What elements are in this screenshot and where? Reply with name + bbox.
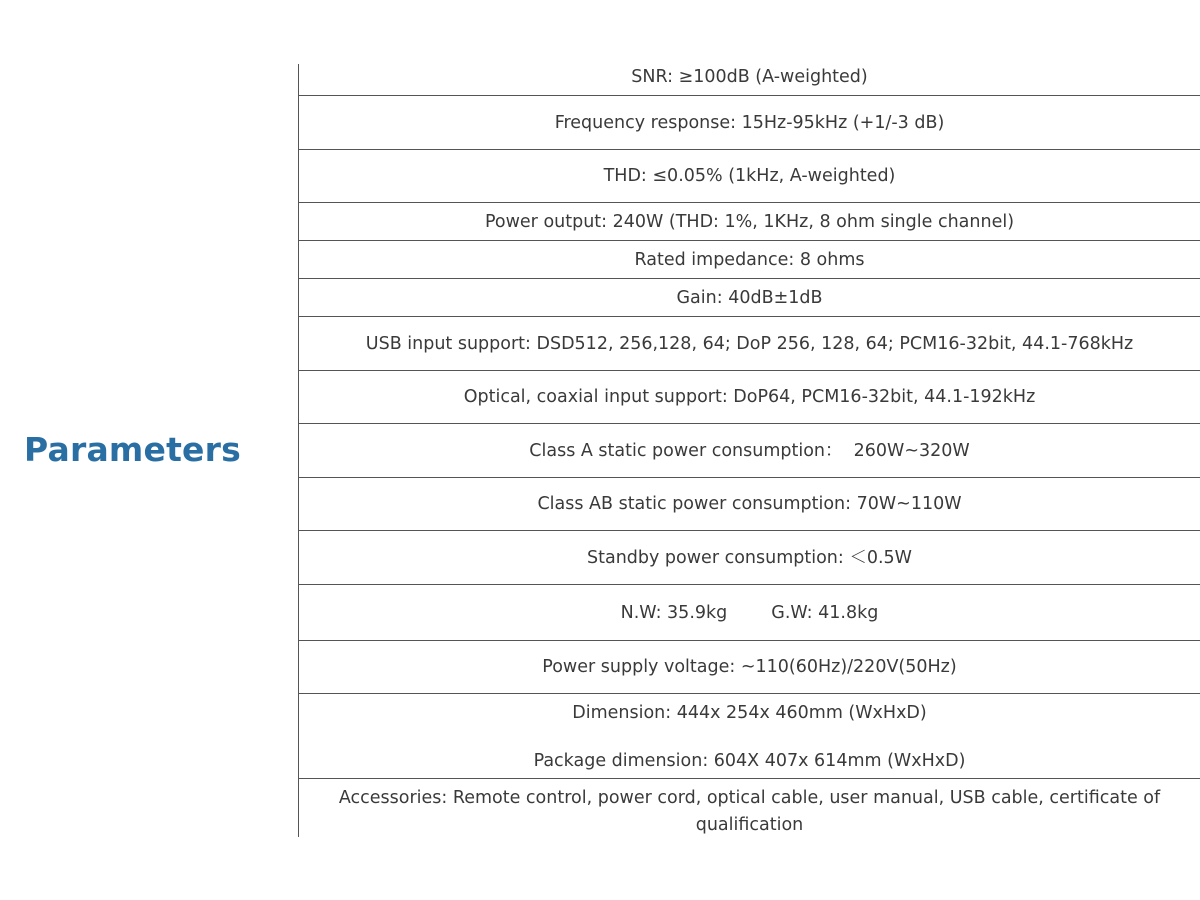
spec-snr: SNR: ≥100dB (A-weighted) xyxy=(631,67,868,87)
spec-row-optical-coaxial-input xyxy=(299,371,1200,424)
spec-gain: Gain: 40dB±1dB xyxy=(676,287,823,308)
spec-accessories-line1: Accessories: Remote control, power cord, optical cable, user manual, USB cable, certificate of xyxy=(338,788,1161,808)
spec-frequency-response: Frequency response: 15Hz-95kHz (+1/-3 dB) xyxy=(554,112,945,133)
spec-power-supply-voltage: Power supply voltage: ~110(60Hz)/220V(50Hz) xyxy=(542,657,957,677)
spec-weight-spacer xyxy=(727,600,771,626)
spec-dimension: Dimension: 444x 254x 460mm (WxHxD) xyxy=(572,703,927,723)
spec-package-dimension: Package dimension: 604X 407x 614mm (WxHxD) xyxy=(533,751,966,771)
spec-row-snr xyxy=(299,64,1200,96)
spec-power-output: Power output: 240W (THD: 1%, 1KHz, 8 ohm single channel) xyxy=(484,211,1015,232)
spec-row-weight xyxy=(299,585,1200,641)
spec-standby-power: Standby power consumption: ＜0.5W xyxy=(587,547,912,568)
spec-row-power-supply-voltage xyxy=(299,641,1200,694)
spec-usb-input: USB input support: DSD512, 256,128, 64; DoP 256, 128, 64; PCM16-32bit, 44.1-768kHz xyxy=(365,333,1134,354)
spec-row-usb-input xyxy=(299,317,1200,371)
spec-row-thd xyxy=(299,150,1200,203)
spec-class-a-power: Class A static power consumption： 260W~320W xyxy=(529,440,970,461)
spec-class-ab-power: Class AB static power consumption: 70W~110W xyxy=(537,494,962,514)
spec-rated-impedance: Rated impedance: 8 ohms xyxy=(634,249,865,270)
spec-gross-weight: G.W: 41.8kg xyxy=(771,602,879,623)
specs-table xyxy=(298,64,1200,837)
page-title: Parameters xyxy=(24,430,241,469)
spec-net-weight: N.W: 35.9kg xyxy=(620,602,728,623)
spec-row-class-a-power xyxy=(299,424,1200,478)
spec-thd: THD: ≤0.05% (1kHz, A-weighted) xyxy=(603,166,896,186)
spec-optical-coaxial-input: Optical, coaxial input support: DoP64, PCM16-32bit, 44.1-192kHz xyxy=(463,387,1036,407)
spec-row-power-output xyxy=(299,203,1200,241)
spec-weight-line xyxy=(621,600,879,626)
spec-row-dimensions xyxy=(299,694,1200,779)
spec-row-gain xyxy=(299,279,1200,317)
spec-row-frequency-response xyxy=(299,96,1200,150)
spec-row-standby-power xyxy=(299,531,1200,585)
spec-row-accessories xyxy=(299,779,1200,837)
spec-row-rated-impedance xyxy=(299,241,1200,279)
spec-row-class-ab-power xyxy=(299,478,1200,531)
spec-accessories-line2: qualification xyxy=(695,815,804,835)
